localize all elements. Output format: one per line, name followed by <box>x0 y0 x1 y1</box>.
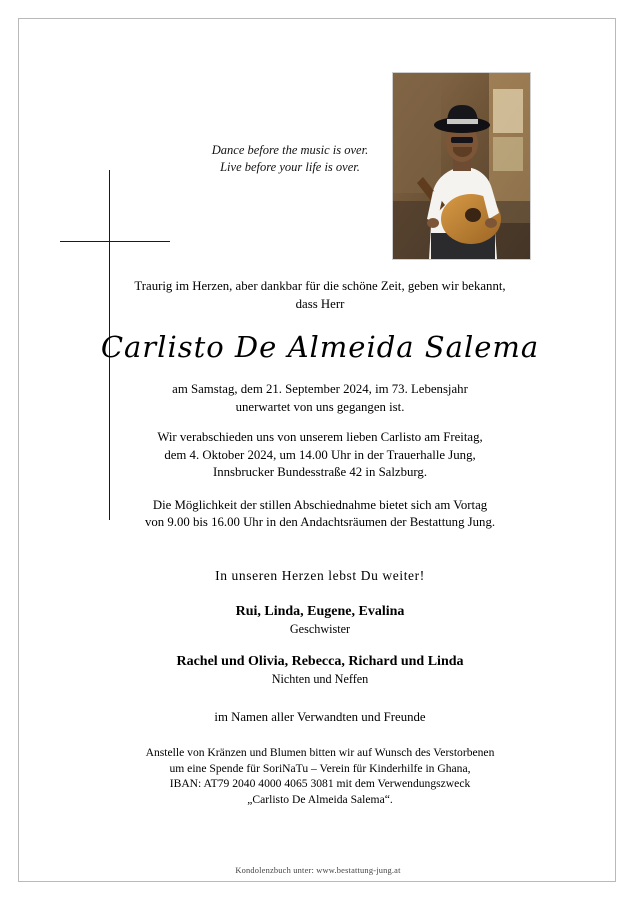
donation-line-1: Anstelle von Kränzen und Blumen bitten wir auf Wunsch des Verstorbenen <box>145 746 495 759</box>
family-names-siblings: Rui, Linda, Eugene, Evalina <box>235 603 405 619</box>
funeral-line-2: dem 4. Oktober 2024, um 14.00 Uhr in der Trauerhalle Jung, <box>164 447 476 462</box>
viewing-line-2: von 9.00 bis 16.00 Uhr in den Andachtsräumen der Bestattung Jung. <box>144 515 496 529</box>
funeral-line-1: Wir verabschieden uns von unserem lieben Carlisto am Freitag, <box>157 430 483 444</box>
donation-line-3: IBAN: AT79 2040 4000 4065 3081 mit dem Verwendungszweck <box>169 777 471 790</box>
cross-horizontal-bar <box>60 241 170 242</box>
on-behalf-text: im Namen aller Verwandten und Freunde <box>214 709 426 724</box>
obituary-content <box>80 278 560 725</box>
motto-line-1: Dance before the music is over. <box>211 143 369 157</box>
family-names-nieces-nephews: Rachel und Olivia, Rebecca, Richard und Linda <box>176 653 464 669</box>
intro-line-1: Traurig im Herzen, aber dankbar für die schöne Zeit, geben wir bekannt, <box>134 279 506 293</box>
death-details <box>80 381 560 416</box>
donation-line-2: um eine Spende für SoriNaTu – Verein für Kinderhilfe in Ghana, <box>169 761 471 775</box>
intro-text <box>80 278 560 313</box>
motto-line-2: Live before your life is over. <box>220 160 360 174</box>
funeral-details <box>80 429 560 482</box>
footer-condolence-link[interactable]: Kondolenzbuch unter: www.bestattung-jung.at <box>235 866 401 875</box>
motto-block <box>150 142 430 176</box>
donation-notice <box>80 745 560 807</box>
viewing-line-1: Die Möglichkeit der stillen Abschiednahme bietet sich am Vortag <box>152 497 488 512</box>
death-line-2: unerwartet von uns gegangen ist. <box>235 399 405 414</box>
deceased-name: Carlisto De Almeida Salema <box>100 330 540 364</box>
funeral-line-3: Innsbrucker Bundesstraße 42 in Salzburg. <box>212 465 428 479</box>
intro-line-2: dass Herr <box>295 296 345 311</box>
donation-line-4: „Carlisto De Almeida Salema“. <box>247 792 393 806</box>
remembrance-line: In unseren Herzen lebst Du weiter! <box>215 567 425 583</box>
family-group-siblings <box>80 602 560 638</box>
family-relation-nieces-nephews: Nichten und Neffen <box>271 671 369 686</box>
viewing-details <box>80 497 560 532</box>
family-relation-siblings: Geschwister <box>289 621 351 636</box>
family-group-nieces-nephews <box>80 652 560 688</box>
death-line-1: am Samstag, dem 21. September 2024, im 73. Lebensjahr <box>172 382 468 396</box>
